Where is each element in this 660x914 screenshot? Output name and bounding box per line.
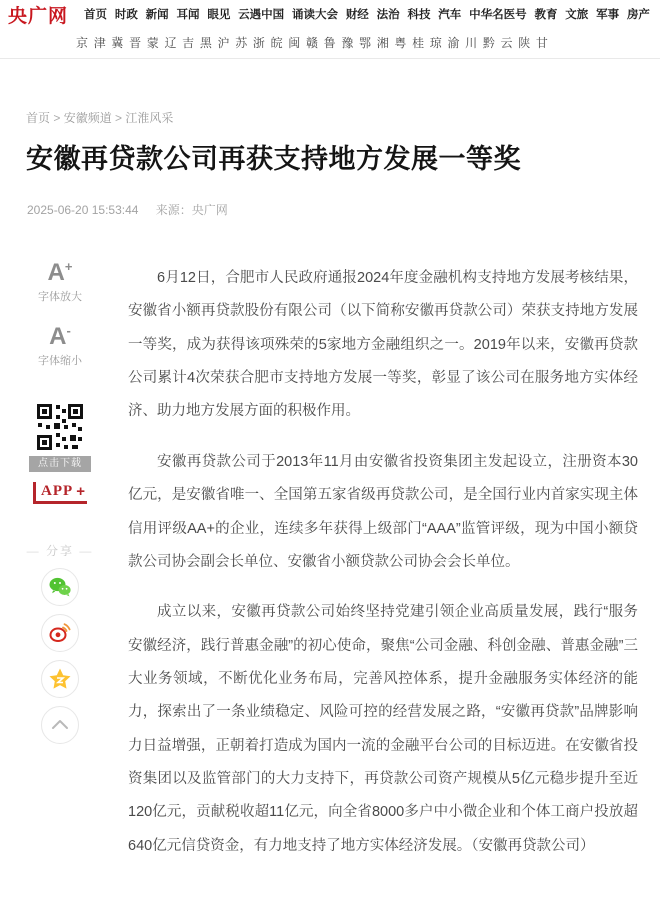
region-link[interactable]: 鲁 [323, 36, 336, 50]
region-link[interactable]: 皖 [270, 36, 283, 50]
font-enlarge-button[interactable] [38, 260, 82, 304]
share-weibo-button[interactable] [41, 614, 79, 652]
nav-item[interactable]: 汽车 [438, 9, 462, 21]
nav-item[interactable]: 新闻 [145, 9, 169, 21]
region-link[interactable]: 浙 [252, 36, 265, 50]
nav-item[interactable]: 法治 [376, 9, 400, 21]
share-wechat-button[interactable] [41, 568, 79, 606]
nav-item[interactable]: 首页 [84, 9, 108, 21]
region-link[interactable]: 辽 [164, 36, 177, 50]
region-link[interactable]: 晋 [129, 36, 142, 50]
back-to-top-button[interactable] [41, 706, 79, 744]
breadcrumb-link[interactable]: > 江淮风采 [112, 111, 174, 125]
article-paragraph: 安徽再贷款公司于2013年11月由安徽省投资集团主发起设立，注册资本30亿元，是安徽省唯一、全国第五家省级再贷款公司，是全国行业内首家实现主体信用评级AA+的企业，连续多年获得上级部门“AAA”监管评级，现为中国小额贷款公司协会副会长单位、安徽省小额贷款公司协会会长单位。 [128, 453, 638, 570]
source-name: 央广网 [191, 203, 228, 218]
region-link[interactable]: 沪 [217, 36, 230, 50]
site-logo[interactable]: 央广网 [8, 5, 69, 27]
region-link[interactable]: 鄂 [359, 36, 372, 50]
nav-item[interactable]: 房产 [626, 9, 650, 21]
article-paragraph: 成立以来，安徽再贷款公司始终坚持党建引领企业高质量发展，践行“服务安徽经济，践行普惠金融”的初心使命，聚焦“公司金融、科创金融、普惠金融”三大业务领域，不断优化业务布局，完善风控体系，提升金融服务实体经济的能力，探索出了一条业绩稳定、风险可控的经营发展之路，“安徽再贷款”品牌影响力日益增强，正朝着打造成为国内一流的金融平台公司的目标迈进。在安徽省投资集团以及监管部门的大力支持下，再贷款公司资产规模从5亿元稳步提升至近120亿元，贡献税收超11亿元，向全省8000多户中小微企业和个体工商户投放超640亿元信贷资金，有力地支持了地方实体经济发展。（安徽再贷款公司） [128, 604, 638, 854]
region-link[interactable]: 陕 [518, 36, 531, 50]
content-area [0, 260, 660, 914]
region-nav [0, 28, 660, 59]
share-qzone-button[interactable] [41, 660, 79, 698]
wechat-icon [48, 575, 72, 599]
region-link[interactable]: 津 [93, 36, 106, 50]
qzone-icon [48, 667, 72, 691]
nav-item[interactable]: 教育 [534, 9, 558, 21]
app-download-qr[interactable] [29, 398, 91, 472]
region-link[interactable]: 粤 [394, 36, 407, 50]
font-shrink-button[interactable] [38, 324, 82, 368]
font-shrink-icon: A- [49, 323, 71, 351]
region-link[interactable]: 京 [76, 36, 89, 50]
region-link[interactable]: 蒙 [146, 36, 159, 50]
nav-item[interactable]: 科技 [407, 9, 431, 21]
qr-caption: 点击下载 [29, 456, 91, 472]
region-link[interactable]: 琼 [429, 36, 442, 50]
region-link[interactable]: 云 [500, 36, 513, 50]
region-link[interactable]: 闽 [288, 36, 301, 50]
share-label: — 分享 — [27, 542, 94, 559]
app-download-badge[interactable] [33, 482, 87, 504]
publish-datetime: 2025-06-20 15:53:44 [27, 203, 139, 218]
font-shrink-label: 字体缩小 [38, 355, 82, 368]
region-link[interactable]: 冀 [111, 36, 124, 50]
region-link[interactable]: 赣 [305, 36, 318, 50]
plus-icon: + [76, 483, 85, 501]
font-enlarge-label: 字体放大 [38, 291, 82, 304]
region-link[interactable]: 甘 [535, 36, 548, 50]
qr-code-icon [29, 398, 91, 456]
app-label: APP [41, 483, 74, 500]
region-link[interactable]: 黔 [482, 36, 495, 50]
region-link[interactable]: 湘 [376, 36, 389, 50]
nav-item[interactable]: 耳闻 [176, 9, 200, 21]
region-link[interactable]: 吉 [182, 36, 195, 50]
region-link[interactable]: 桂 [412, 36, 425, 50]
nav-item[interactable]: 眼见 [207, 9, 231, 21]
region-link[interactable]: 黑 [199, 36, 212, 50]
nav-item[interactable]: 时政 [114, 9, 138, 21]
region-link[interactable]: 苏 [235, 36, 248, 50]
nav-item[interactable]: 诵读大会 [291, 9, 338, 21]
weibo-icon [48, 621, 72, 645]
top-navigation-bar [0, 0, 660, 28]
source-label: 来源： [155, 203, 192, 218]
breadcrumb-link[interactable]: 首页 [26, 111, 51, 125]
main-nav [84, 6, 650, 22]
breadcrumb-link[interactable]: > 安徽频道 [50, 111, 112, 125]
article-paragraph: 6月12日，合肥市人民政府通报2024年度金融机构支持地方发展考核结果，安徽省小额再贷款股份有限公司（以下简称安徽再贷款公司）荣获支持地方发展一等奖，成为获得该项殊荣的5家地方金融组织之一。2019年以来，安徽再贷款公司累计4次荣获合肥市支持地方发展一等奖，彰显了该公司在服务地方实体经济、助力地方发展方面的积极作用。 [128, 270, 638, 420]
nav-item[interactable]: 中华名医号 [469, 9, 527, 21]
article-meta [27, 201, 660, 218]
article-body [96, 260, 660, 914]
nav-item[interactable]: 文旅 [565, 9, 589, 21]
nav-item[interactable]: 云遇中国 [238, 9, 285, 21]
breadcrumb [26, 109, 660, 126]
page-title: 安徽再贷款公司再获支持地方发展一等奖 [26, 144, 521, 174]
nav-item[interactable]: 财经 [345, 9, 369, 21]
chevron-up-icon [48, 713, 72, 737]
region-link[interactable]: 豫 [341, 36, 354, 50]
nav-item[interactable]: 军事 [596, 9, 620, 21]
article-toolbar [24, 260, 96, 744]
region-link[interactable]: 川 [465, 36, 478, 50]
font-enlarge-icon: A+ [47, 259, 73, 287]
region-link[interactable]: 渝 [447, 36, 460, 50]
